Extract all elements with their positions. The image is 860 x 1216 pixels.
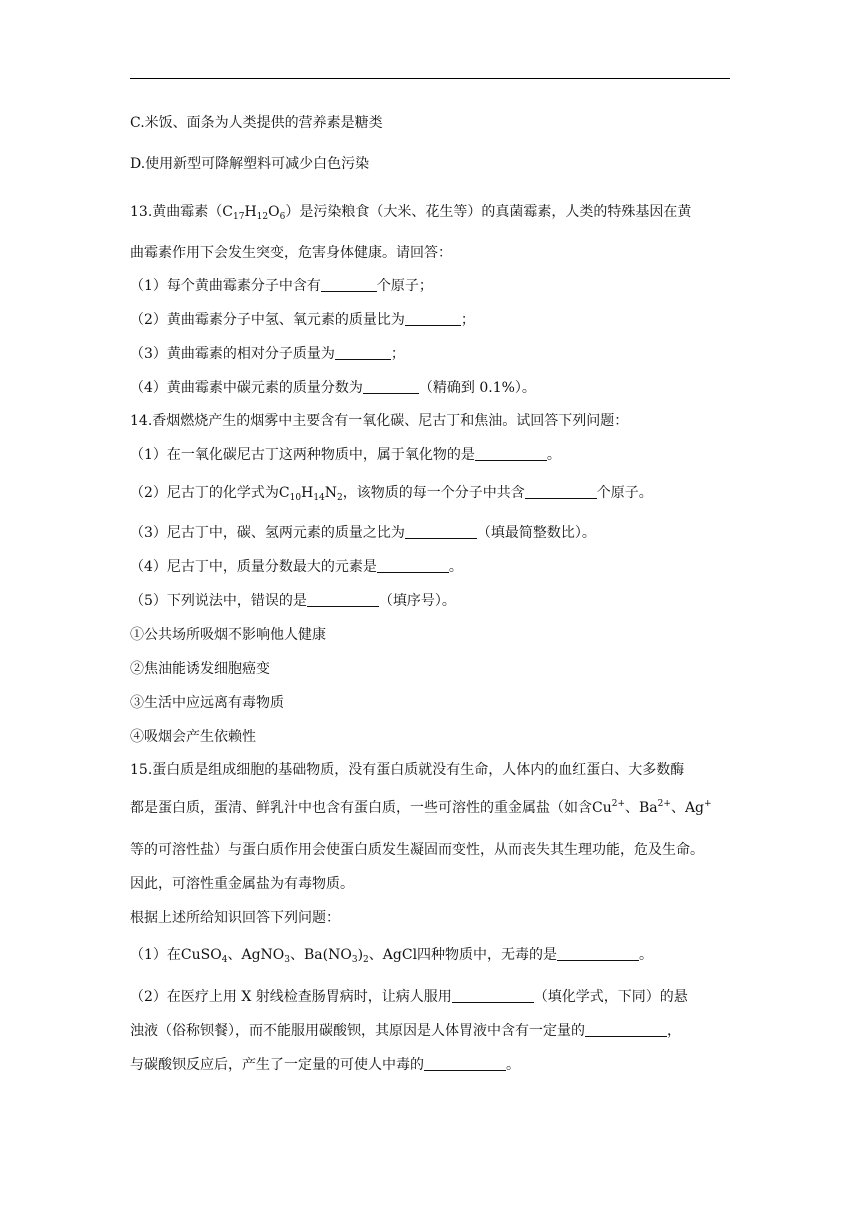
barium-ion: Ba — [639, 800, 658, 816]
q14-p2-text: （2）尼古丁的化学式为 — [130, 485, 279, 501]
answer-blank[interactable] — [475, 447, 547, 461]
q14-part2 — [130, 484, 740, 502]
formula-c: C — [222, 204, 233, 220]
q14-option-3 — [130, 694, 740, 712]
q15-p2-line2-text: 浊液（俗称钡餐），而不能服用碳酸钡，其原因是人体胃液中含有一定量的 — [130, 1023, 585, 1039]
separator: 、 — [670, 800, 685, 816]
q14-part4 — [130, 558, 740, 576]
formula-cuso4-n: 4 — [221, 955, 228, 965]
answer-blank[interactable] — [377, 559, 449, 573]
q14-p4-text: （4）尼古丁中，质量分数最大的元素是 — [130, 559, 377, 575]
answer-blank[interactable] — [452, 989, 534, 1003]
aflatoxin-formula — [222, 204, 285, 220]
formula-agno3-n: 3 — [284, 955, 290, 965]
separator: 、 — [227, 947, 242, 963]
copper-ion: Cu — [592, 800, 612, 816]
silver-ion: Ag — [684, 800, 705, 816]
formula-h-n: 14 — [313, 493, 325, 503]
formula-n-n: 2 — [337, 493, 343, 503]
q14-p1-suffix: 。 — [546, 447, 561, 463]
q13-p2-suffix: ； — [460, 312, 475, 328]
separator: 、 — [368, 947, 383, 963]
q13-intro — [130, 203, 740, 221]
q13-part2 — [130, 311, 740, 329]
q13-intro-a: 13.黄曲霉素（ — [130, 204, 223, 220]
answer-blank[interactable] — [363, 380, 419, 394]
formula-h: H — [244, 204, 257, 220]
q14-p4-suffix: 。 — [448, 559, 463, 575]
q15-p2-line3-suffix: 。 — [506, 1057, 520, 1073]
silver-ion-charge: + — [704, 799, 712, 809]
q14-p2-suffix: 个原子。 — [596, 485, 653, 501]
q13-intro-line2 — [130, 244, 740, 262]
q14-intro-text: 14.香烟燃烧产生的烟雾中主要含有一氧化碳、尼古丁和焦油。试回答下列问题： — [130, 413, 629, 429]
q13-p3-text: （3）黄曲霉素的相对分子质量为 — [130, 346, 335, 362]
answer-blank[interactable] — [557, 947, 639, 961]
q13-p1-suffix: 个原子； — [376, 278, 433, 294]
formula-h-n: 12 — [256, 212, 269, 222]
q15-line3-text: 等的可溶性盐）与蛋白质作用会使蛋白质发生凝固而变性，从而丧失其生理功能，危及生命。 — [130, 842, 704, 858]
q13-intro-line2-text: 曲霉素作用下会发生突变，危害身体健康。请回答： — [130, 245, 452, 261]
q15-line5 — [130, 909, 740, 927]
q13-p4-suffix: （精确到 0.1%）。 — [418, 380, 536, 396]
q15-line2-text: 都是蛋白质，蛋清、鲜乳汁中也含有蛋白质，一些可溶性的重金属盐（如含 — [130, 800, 592, 816]
q14-p3-suffix: （填最简整数比）。 — [476, 525, 596, 541]
formula-agcl: AgCl — [382, 947, 418, 963]
option-d-text: D.使用新型可降解塑料可减少白色污染 — [130, 156, 370, 172]
q14-p1-text: （1）在一氧化碳尼古丁这两种物质中，属于氧化物的是 — [130, 447, 475, 463]
formula-cuso4: CuSO — [180, 947, 222, 963]
answer-blank[interactable] — [525, 485, 597, 499]
formula-no3-n: 3 — [351, 955, 358, 965]
q13-part4 — [130, 379, 740, 397]
q15-line2 — [130, 799, 740, 817]
q13-part1 — [130, 277, 740, 295]
q14-p2-mid: ，该物质的每一个分子中共含 — [342, 485, 525, 501]
q15-p1-mid: 四种物质中，无毒的是 — [417, 947, 558, 963]
formula-agno3: AgNO — [241, 947, 285, 963]
q14-part5 — [130, 592, 740, 610]
answer-blank[interactable] — [405, 312, 461, 326]
copper-ion-charge: 2+ — [611, 799, 626, 809]
q14-p3-text: （3）尼古丁中，碳、氢两元素的质量之比为 — [130, 525, 405, 541]
q14-p5-text: （5）下列说法中，错误的是 — [130, 593, 307, 609]
q15-p2-line2-suffix: ， — [667, 1023, 681, 1039]
q15-part1 — [130, 946, 740, 964]
formula-no3-open: (NO — [322, 947, 352, 963]
answer-blank[interactable] — [585, 1023, 667, 1037]
answer-blank[interactable] — [335, 346, 391, 360]
formula-ba: Ba — [304, 947, 323, 963]
q14-part1 — [130, 446, 740, 464]
q13-p4-text: （4）黄曲霉素中碳元素的质量分数为 — [130, 380, 363, 396]
q15-part2-line2 — [130, 1022, 740, 1040]
q14-opt1-text: ①公共场所吸烟不影响他人健康 — [130, 627, 326, 643]
q15-line1 — [130, 761, 740, 779]
formula-c-n: 17 — [232, 212, 245, 222]
q13-intro-b: ）是污染粮食（大米、花生等）的真菌霉素，人类的特殊基因在黄 — [285, 204, 692, 220]
q13-part3 — [130, 345, 740, 363]
option-c — [130, 114, 740, 132]
q14-part3 — [130, 524, 740, 542]
q15-p2-mid: （填化学式，下同）的悬 — [533, 989, 688, 1005]
q15-line1-text: 15.蛋白质是组成细胞的基础物质，没有蛋白质就没有生命，人体内的血红蛋白、大多数酶 — [130, 762, 685, 778]
q15-p1-text: （1）在 — [130, 947, 181, 963]
formula-o-n: 6 — [279, 212, 286, 222]
q13-p3-suffix: ； — [390, 346, 405, 362]
formula-ba-no3-2-n: 2 — [363, 955, 369, 965]
q15-p1-suffix: 。 — [639, 947, 654, 963]
q15-line3 — [130, 841, 740, 859]
q14-opt4-text: ④吸烟会产生依赖性 — [130, 729, 256, 745]
answer-blank[interactable] — [405, 525, 477, 539]
q13-p1-text: （1）每个黄曲霉素分子中含有 — [130, 278, 321, 294]
barium-ion-charge: 2+ — [657, 799, 671, 809]
q13-p2-text: （2）黄曲霉素分子中氢、氧元素的质量比为 — [130, 312, 405, 328]
answer-blank[interactable] — [321, 278, 377, 292]
formula-h: H — [301, 485, 314, 501]
q14-p5-suffix: （填序号）。 — [378, 593, 456, 609]
answer-blank[interactable] — [424, 1057, 506, 1071]
formula-o: O — [268, 204, 280, 220]
answer-blank[interactable] — [307, 593, 379, 607]
formula-c: C — [278, 485, 290, 501]
q15-part2 — [130, 988, 740, 1006]
formula-n: N — [324, 485, 338, 501]
q15-line5-text: 根据上述所给知识回答下列问题： — [130, 910, 340, 926]
separator: 、 — [625, 800, 640, 816]
q15-part2-line3 — [130, 1056, 740, 1074]
nicotine-formula — [279, 485, 343, 501]
q14-intro — [130, 412, 740, 430]
option-d — [130, 155, 740, 173]
q15-line4-text: 因此，可溶性重金属盐为有毒物质。 — [130, 876, 354, 892]
header-rule — [130, 78, 730, 79]
q15-line4 — [130, 875, 740, 893]
q15-p2-text: （2）在医疗上用 X 射线检查肠胃病时，让病人服用 — [130, 989, 452, 1005]
q14-option-2 — [130, 660, 740, 678]
q15-p2-line3-text: 与碳酸钡反应后，产生了一定量的可使人中毒的 — [130, 1057, 424, 1073]
formula-no3-close: ) — [357, 947, 364, 963]
formula-c-n: 10 — [289, 493, 302, 503]
q14-opt2-text: ②焦油能诱发细胞癌变 — [130, 661, 270, 677]
q14-opt3-text: ③生活中应远离有毒物质 — [130, 695, 284, 711]
q14-option-4 — [130, 728, 740, 746]
separator: 、 — [290, 947, 304, 963]
q14-option-1 — [130, 626, 740, 644]
option-c-text: C.米饭、面条为人类提供的营养素是糖类 — [130, 115, 383, 131]
